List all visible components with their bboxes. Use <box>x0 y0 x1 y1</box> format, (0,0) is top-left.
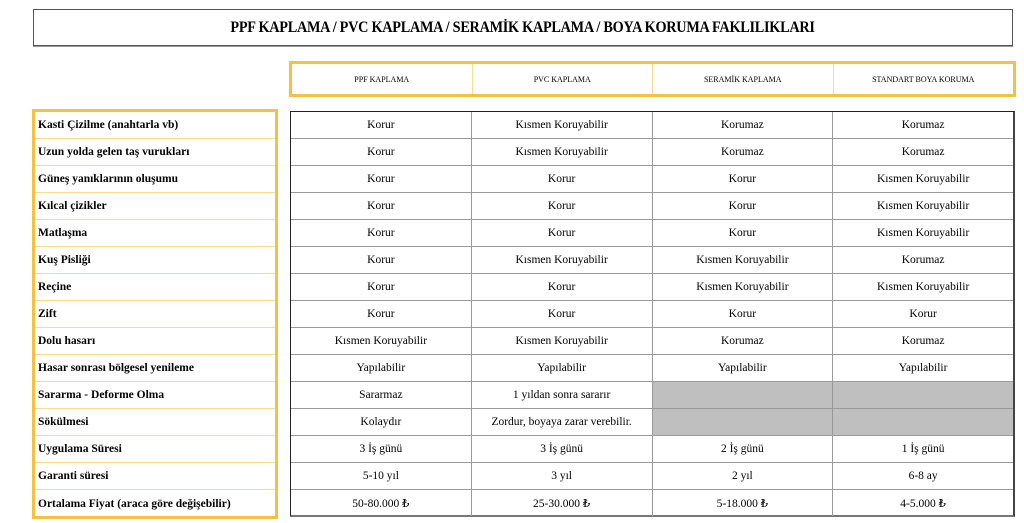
table-cell: Yapılabilir <box>291 355 472 381</box>
table-row <box>291 436 1013 463</box>
table-cell: Kısmen Koruyabilir <box>472 139 653 165</box>
row-label: Ortalama Fiyat (araca göre değişebilir) <box>38 497 231 510</box>
table-cell: Kısmen Koruyabilir <box>876 227 970 239</box>
empty-cell <box>833 382 1013 408</box>
row-label: Kasti Çizilme (anahtarla vb) <box>35 112 275 139</box>
table-cell: Korur <box>653 301 834 327</box>
table-row <box>291 274 1013 301</box>
table-cell: Korur <box>291 193 472 219</box>
table-cell: Korumaz <box>901 254 945 266</box>
table-cell: 1 yıldan sonra sararır <box>472 382 653 408</box>
comparison-table <box>290 111 1015 517</box>
table-row <box>291 220 1013 247</box>
table-cell: 2 yıl <box>653 463 834 489</box>
table-row <box>291 490 1013 516</box>
table-cell: Kısmen Koruyabilir <box>653 274 834 300</box>
table-cell: Korumaz <box>901 146 945 158</box>
column-header-ppf: PPF KAPLAMA <box>292 64 473 94</box>
table-cell: Korur <box>653 166 834 192</box>
table-cell: Korur <box>291 274 472 300</box>
table-cell: Kısmen Koruyabilir <box>876 173 970 185</box>
table-cell: Kısmen Koruyabilir <box>472 328 653 354</box>
empty-cell <box>653 382 834 408</box>
table-cell: Korur <box>291 247 472 273</box>
table-cell: Kısmen Koruyabilir <box>876 200 970 212</box>
table-cell: Korur <box>291 139 472 165</box>
table-cell: 25-30.000 ₺ <box>472 490 653 516</box>
table-cell: Korur <box>653 220 834 246</box>
row-label: Matlaşma <box>35 220 275 247</box>
table-cell: 3 İş günü <box>291 436 472 462</box>
table-cell: Korumaz <box>653 112 834 138</box>
table-cell: 5-18.000 ₺ <box>653 490 834 516</box>
row-label: Uygulama Süresi <box>35 436 275 463</box>
table-cell: 3 İş günü <box>472 436 653 462</box>
table-cell: 4-5.000 ₺ <box>900 498 946 510</box>
table-cell: Korur <box>291 112 472 138</box>
table-cell: 6-8 ay <box>908 470 938 482</box>
table-cell: Korur <box>653 193 834 219</box>
page-title-box <box>33 9 1013 46</box>
table-row <box>291 166 1013 193</box>
table-cell: Yapılabilir <box>653 355 834 381</box>
table-row <box>291 463 1013 490</box>
table-cell: Sararmaz <box>291 382 472 408</box>
table-cell: 2 İş günü <box>653 436 834 462</box>
table-row <box>291 301 1013 328</box>
table-cell: Korur <box>472 166 653 192</box>
table-row <box>291 193 1013 220</box>
table-cell: Korur <box>472 274 653 300</box>
table-cell: Korumaz <box>901 335 945 347</box>
table-cell: Kısmen Koruyabilir <box>472 247 653 273</box>
row-label: Kılcal çizikler <box>35 193 275 220</box>
empty-cell <box>833 409 1013 435</box>
column-header-pvc: PVC KAPLAMA <box>473 64 654 94</box>
table-row <box>291 409 1013 436</box>
table-cell: Korur <box>291 166 472 192</box>
table-cell: Korumaz <box>653 139 834 165</box>
table-cell: Yapılabilir <box>898 362 948 374</box>
table-cell: Korur <box>909 308 937 320</box>
table-cell: Kısmen Koruyabilir <box>876 281 970 293</box>
empty-cell <box>653 409 834 435</box>
table-row <box>291 139 1013 166</box>
table-cell: Kısmen Koruyabilir <box>653 247 834 273</box>
table-cell: Kolaydır <box>291 409 472 435</box>
table-cell: 1 İş günü <box>901 443 945 455</box>
table-row <box>291 355 1013 382</box>
row-label: Garanti süresi <box>35 463 275 490</box>
table-cell: 5-10 yıl <box>291 463 472 489</box>
row-label: Dolu hasarı <box>35 328 275 355</box>
page-title: PPF KAPLAMA / PVC KAPLAMA / SERAMİK KAPLAMA / BOYA KORUMA FAKLILIKLARI <box>230 18 816 36</box>
table-cell: Kısmen Koruyabilir <box>472 112 653 138</box>
row-label: Uzun yolda gelen taş vurukları <box>35 139 275 166</box>
row-label: Hasar sonrası bölgesel yenileme <box>35 355 275 382</box>
row-label: Sökülmesi <box>35 409 275 436</box>
column-header-row <box>289 61 1016 97</box>
table-cell: 3 yıl <box>472 463 653 489</box>
column-header-seramik: SERAMİK KAPLAMA <box>653 64 834 94</box>
table-cell: Yapılabilir <box>472 355 653 381</box>
table-cell: Korumaz <box>653 328 834 354</box>
table-row <box>291 328 1013 355</box>
row-label: Kuş Pisliği <box>35 247 275 274</box>
row-label: Güneş yanıklarının oluşumu <box>35 166 275 193</box>
table-row <box>291 112 1013 139</box>
table-cell: Kısmen Koruyabilir <box>291 328 472 354</box>
column-header-standart-boya: STANDART BOYA KORUMA <box>872 74 975 84</box>
table-cell: 50-80.000 ₺ <box>291 490 472 516</box>
table-cell: Korur <box>472 301 653 327</box>
table-cell: Korur <box>291 301 472 327</box>
row-label: Reçine <box>35 274 275 301</box>
table-row <box>291 247 1013 274</box>
table-cell: Zordur, boyaya zarar verebilir. <box>472 409 653 435</box>
row-label-column <box>32 109 278 519</box>
table-cell: Korur <box>472 220 653 246</box>
table-cell: Korur <box>472 193 653 219</box>
table-cell: Korur <box>291 220 472 246</box>
table-cell: Korumaz <box>901 119 945 131</box>
row-label: Zift <box>35 301 275 328</box>
table-row <box>291 382 1013 409</box>
row-label: Sararma - Deforme Olma <box>35 382 275 409</box>
